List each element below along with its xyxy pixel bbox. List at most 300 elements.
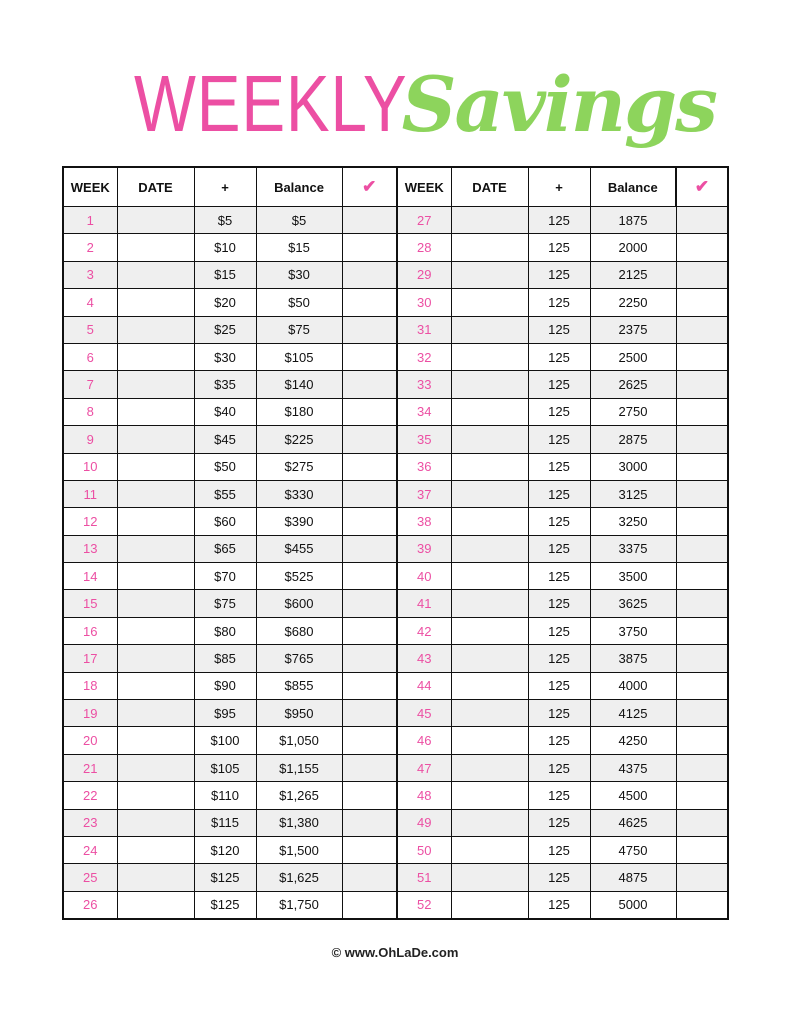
- date-right-cell[interactable]: [451, 864, 528, 891]
- balance-left-cell: $680: [256, 617, 342, 644]
- date-right-cell[interactable]: [451, 700, 528, 727]
- week-right-cell: 28: [397, 234, 451, 261]
- amount-left-cell: $125: [194, 864, 256, 891]
- amount-right-cell: 125: [528, 343, 590, 370]
- table-row: [63, 453, 728, 480]
- week-right-cell: 47: [397, 754, 451, 781]
- check-left-cell[interactable]: [342, 480, 397, 507]
- amount-right-cell: 125: [528, 316, 590, 343]
- table-row: [63, 371, 728, 398]
- check-left-cell[interactable]: [342, 700, 397, 727]
- balance-left-cell: $600: [256, 590, 342, 617]
- date-right-cell[interactable]: [451, 508, 528, 535]
- check-right-cell[interactable]: [676, 234, 728, 261]
- date-left-cell[interactable]: [117, 535, 194, 562]
- balance-left-cell: $75: [256, 316, 342, 343]
- balance-left-cell: $1,625: [256, 864, 342, 891]
- amount-left-cell: $120: [194, 836, 256, 863]
- balance-right-cell: 2375: [590, 316, 676, 343]
- amount-left-cell: $40: [194, 398, 256, 425]
- balance-left-cell: $950: [256, 700, 342, 727]
- week-right-cell: 43: [397, 645, 451, 672]
- date-left-cell[interactable]: [117, 563, 194, 590]
- date-left-cell[interactable]: [117, 426, 194, 453]
- header-week-left: WEEK: [63, 167, 117, 207]
- week-left-cell: 14: [63, 563, 117, 590]
- check-right-cell[interactable]: [676, 836, 728, 863]
- week-left-cell: 19: [63, 700, 117, 727]
- date-right-cell[interactable]: [451, 672, 528, 699]
- amount-left-cell: $75: [194, 590, 256, 617]
- amount-left-cell: $70: [194, 563, 256, 590]
- table-row: [63, 782, 728, 809]
- week-left-cell: 17: [63, 645, 117, 672]
- table-row: [63, 563, 728, 590]
- balance-right-cell: 3375: [590, 535, 676, 562]
- balance-right-cell: 4375: [590, 754, 676, 781]
- date-right-cell[interactable]: [451, 809, 528, 836]
- date-right-cell[interactable]: [451, 316, 528, 343]
- check-right-cell[interactable]: [676, 563, 728, 590]
- date-right-cell[interactable]: [451, 426, 528, 453]
- amount-right-cell: 125: [528, 782, 590, 809]
- date-left-cell[interactable]: [117, 836, 194, 863]
- table-row: [63, 289, 728, 316]
- amount-left-cell: $125: [194, 891, 256, 919]
- table-row: [63, 809, 728, 836]
- amount-left-cell: $55: [194, 480, 256, 507]
- header-date-left: DATE: [117, 167, 194, 207]
- table-row: [63, 480, 728, 507]
- date-left-cell[interactable]: [117, 727, 194, 754]
- week-right-cell: 31: [397, 316, 451, 343]
- amount-left-cell: $15: [194, 261, 256, 288]
- table-row: [63, 316, 728, 343]
- balance-left-cell: $1,500: [256, 836, 342, 863]
- week-left-cell: 22: [63, 782, 117, 809]
- check-left-cell[interactable]: [342, 453, 397, 480]
- week-right-cell: 41: [397, 590, 451, 617]
- table-row: [63, 343, 728, 370]
- date-right-cell[interactable]: [451, 535, 528, 562]
- header-balance-left: Balance: [256, 167, 342, 207]
- amount-right-cell: 125: [528, 371, 590, 398]
- balance-left-cell: $140: [256, 371, 342, 398]
- week-right-cell: 50: [397, 836, 451, 863]
- week-left-cell: 2: [63, 234, 117, 261]
- footer-copyright: © www.OhLaDe.com: [331, 945, 459, 960]
- amount-left-cell: $30: [194, 343, 256, 370]
- amount-left-cell: $65: [194, 535, 256, 562]
- amount-right-cell: 125: [528, 891, 590, 919]
- week-right-cell: 51: [397, 864, 451, 891]
- date-left-cell[interactable]: [117, 343, 194, 370]
- date-left-cell[interactable]: [117, 809, 194, 836]
- header-plus-right: +: [528, 167, 590, 207]
- week-right-cell: 49: [397, 809, 451, 836]
- week-right-cell: 34: [397, 398, 451, 425]
- date-left-cell[interactable]: [117, 371, 194, 398]
- amount-left-cell: $25: [194, 316, 256, 343]
- amount-right-cell: 125: [528, 836, 590, 863]
- week-left-cell: 5: [63, 316, 117, 343]
- table-row: [63, 672, 728, 699]
- balance-left-cell: $1,155: [256, 754, 342, 781]
- check-left-cell[interactable]: [342, 590, 397, 617]
- check-right-cell[interactable]: [676, 453, 728, 480]
- check-right-cell[interactable]: [676, 207, 728, 234]
- check-right-cell[interactable]: [676, 371, 728, 398]
- table-row: [63, 261, 728, 288]
- amount-right-cell: 125: [528, 617, 590, 644]
- amount-left-cell: $80: [194, 617, 256, 644]
- amount-left-cell: $10: [194, 234, 256, 261]
- amount-right-cell: 125: [528, 398, 590, 425]
- table-row: [63, 508, 728, 535]
- check-left-cell[interactable]: [342, 672, 397, 699]
- balance-right-cell: 4625: [590, 809, 676, 836]
- date-left-cell[interactable]: [117, 754, 194, 781]
- week-left-cell: 4: [63, 289, 117, 316]
- table-row: [63, 700, 728, 727]
- date-right-cell[interactable]: [451, 261, 528, 288]
- date-right-cell[interactable]: [451, 234, 528, 261]
- amount-right-cell: 125: [528, 645, 590, 672]
- week-right-cell: 40: [397, 563, 451, 590]
- balance-left-cell: $1,380: [256, 809, 342, 836]
- check-left-cell[interactable]: [342, 782, 397, 809]
- week-left-cell: 15: [63, 590, 117, 617]
- check-right-cell[interactable]: [676, 426, 728, 453]
- balance-left-cell: $455: [256, 535, 342, 562]
- title-savings: Savings: [401, 60, 716, 149]
- amount-right-cell: 125: [528, 453, 590, 480]
- balance-left-cell: $5: [256, 207, 342, 234]
- header-check-left: [342, 167, 397, 207]
- checkmark-icon: ✔: [362, 177, 377, 196]
- balance-right-cell: 3000: [590, 453, 676, 480]
- check-right-cell[interactable]: [676, 754, 728, 781]
- week-right-cell: 39: [397, 535, 451, 562]
- check-right-cell[interactable]: [676, 508, 728, 535]
- check-right-cell[interactable]: [676, 782, 728, 809]
- date-left-cell[interactable]: [117, 398, 194, 425]
- balance-right-cell: 2750: [590, 398, 676, 425]
- date-right-cell[interactable]: [451, 836, 528, 863]
- week-right-cell: 37: [397, 480, 451, 507]
- amount-right-cell: 125: [528, 563, 590, 590]
- balance-left-cell: $765: [256, 645, 342, 672]
- check-left-cell[interactable]: [342, 289, 397, 316]
- balance-right-cell: 3875: [590, 645, 676, 672]
- date-right-cell[interactable]: [451, 563, 528, 590]
- amount-right-cell: 125: [528, 672, 590, 699]
- amount-right-cell: 125: [528, 864, 590, 891]
- week-right-cell: 48: [397, 782, 451, 809]
- date-right-cell[interactable]: [451, 617, 528, 644]
- date-left-cell[interactable]: [117, 590, 194, 617]
- balance-right-cell: 4500: [590, 782, 676, 809]
- balance-right-cell: 2125: [590, 261, 676, 288]
- balance-right-cell: 4250: [590, 727, 676, 754]
- date-left-cell[interactable]: [117, 234, 194, 261]
- check-left-cell[interactable]: [342, 371, 397, 398]
- table-row: [63, 891, 728, 919]
- table-row: [63, 645, 728, 672]
- balance-right-cell: 2250: [590, 289, 676, 316]
- date-left-cell[interactable]: [117, 508, 194, 535]
- week-left-cell: 20: [63, 727, 117, 754]
- week-right-cell: 33: [397, 371, 451, 398]
- week-right-cell: 32: [397, 343, 451, 370]
- balance-left-cell: $330: [256, 480, 342, 507]
- date-left-cell[interactable]: [117, 261, 194, 288]
- table-row: [63, 590, 728, 617]
- week-left-cell: 8: [63, 398, 117, 425]
- week-left-cell: 26: [63, 891, 117, 919]
- check-right-cell[interactable]: [676, 700, 728, 727]
- check-left-cell[interactable]: [342, 234, 397, 261]
- date-right-cell[interactable]: [451, 371, 528, 398]
- date-right-cell[interactable]: [451, 398, 528, 425]
- savings-table: [62, 166, 729, 920]
- amount-left-cell: $60: [194, 508, 256, 535]
- check-left-cell[interactable]: [342, 343, 397, 370]
- amount-left-cell: $100: [194, 727, 256, 754]
- page-title: [0, 58, 790, 168]
- amount-left-cell: $35: [194, 371, 256, 398]
- amount-left-cell: $105: [194, 754, 256, 781]
- balance-left-cell: $1,750: [256, 891, 342, 919]
- balance-left-cell: $180: [256, 398, 342, 425]
- check-right-cell[interactable]: [676, 590, 728, 617]
- date-right-cell[interactable]: [451, 645, 528, 672]
- check-left-cell[interactable]: [342, 754, 397, 781]
- date-left-cell[interactable]: [117, 700, 194, 727]
- week-left-cell: 18: [63, 672, 117, 699]
- balance-left-cell: $1,265: [256, 782, 342, 809]
- week-left-cell: 10: [63, 453, 117, 480]
- amount-right-cell: 125: [528, 289, 590, 316]
- week-right-cell: 35: [397, 426, 451, 453]
- balance-right-cell: 2000: [590, 234, 676, 261]
- amount-left-cell: $50: [194, 453, 256, 480]
- week-right-cell: 44: [397, 672, 451, 699]
- date-left-cell[interactable]: [117, 891, 194, 919]
- amount-left-cell: $85: [194, 645, 256, 672]
- check-right-cell[interactable]: [676, 727, 728, 754]
- amount-right-cell: 125: [528, 480, 590, 507]
- week-left-cell: 24: [63, 836, 117, 863]
- week-left-cell: 1: [63, 207, 117, 234]
- check-right-cell[interactable]: [676, 261, 728, 288]
- amount-right-cell: 125: [528, 754, 590, 781]
- table-row: [63, 234, 728, 261]
- week-left-cell: 11: [63, 480, 117, 507]
- amount-right-cell: 125: [528, 535, 590, 562]
- date-left-cell[interactable]: [117, 782, 194, 809]
- date-right-cell[interactable]: [451, 754, 528, 781]
- date-right-cell[interactable]: [451, 453, 528, 480]
- table-row: [63, 207, 728, 234]
- amount-left-cell: $115: [194, 809, 256, 836]
- header-date-right: DATE: [451, 167, 528, 207]
- amount-left-cell: $90: [194, 672, 256, 699]
- balance-left-cell: $225: [256, 426, 342, 453]
- balance-right-cell: 4750: [590, 836, 676, 863]
- week-left-cell: 6: [63, 343, 117, 370]
- amount-right-cell: 125: [528, 261, 590, 288]
- balance-left-cell: $30: [256, 261, 342, 288]
- amount-left-cell: $110: [194, 782, 256, 809]
- table-row: [63, 426, 728, 453]
- date-left-cell[interactable]: [117, 207, 194, 234]
- week-left-cell: 13: [63, 535, 117, 562]
- table-row: [63, 864, 728, 891]
- date-right-cell[interactable]: [451, 590, 528, 617]
- check-right-cell[interactable]: [676, 891, 728, 919]
- date-right-cell[interactable]: [451, 289, 528, 316]
- week-right-cell: 29: [397, 261, 451, 288]
- date-left-cell[interactable]: [117, 289, 194, 316]
- check-right-cell[interactable]: [676, 316, 728, 343]
- balance-right-cell: 3750: [590, 617, 676, 644]
- balance-right-cell: 2500: [590, 343, 676, 370]
- balance-left-cell: $275: [256, 453, 342, 480]
- week-right-cell: 42: [397, 617, 451, 644]
- week-left-cell: 16: [63, 617, 117, 644]
- week-right-cell: 27: [397, 207, 451, 234]
- balance-right-cell: 3250: [590, 508, 676, 535]
- week-left-cell: 9: [63, 426, 117, 453]
- check-left-cell[interactable]: [342, 207, 397, 234]
- date-right-cell[interactable]: [451, 891, 528, 919]
- balance-left-cell: $105: [256, 343, 342, 370]
- balance-right-cell: 2875: [590, 426, 676, 453]
- check-left-cell[interactable]: [342, 316, 397, 343]
- check-left-cell[interactable]: [342, 891, 397, 919]
- amount-right-cell: 125: [528, 508, 590, 535]
- date-right-cell[interactable]: [451, 207, 528, 234]
- week-right-cell: 30: [397, 289, 451, 316]
- check-right-cell[interactable]: [676, 343, 728, 370]
- header-check-right: [676, 167, 728, 207]
- balance-left-cell: $50: [256, 289, 342, 316]
- header-balance-right: Balance: [590, 167, 676, 207]
- date-left-cell[interactable]: [117, 864, 194, 891]
- week-left-cell: 25: [63, 864, 117, 891]
- table-row: [63, 617, 728, 644]
- amount-right-cell: 125: [528, 234, 590, 261]
- check-left-cell[interactable]: [342, 261, 397, 288]
- amount-right-cell: 125: [528, 809, 590, 836]
- balance-left-cell: $855: [256, 672, 342, 699]
- date-left-cell[interactable]: [117, 645, 194, 672]
- check-left-cell[interactable]: [342, 617, 397, 644]
- week-left-cell: 12: [63, 508, 117, 535]
- header-plus-left: +: [194, 167, 256, 207]
- balance-right-cell: 3125: [590, 480, 676, 507]
- balance-right-cell: 1875: [590, 207, 676, 234]
- check-left-cell[interactable]: [342, 864, 397, 891]
- check-right-cell[interactable]: [676, 480, 728, 507]
- check-left-cell[interactable]: [342, 426, 397, 453]
- check-left-cell[interactable]: [342, 535, 397, 562]
- check-right-cell[interactable]: [676, 645, 728, 672]
- check-left-cell[interactable]: [342, 836, 397, 863]
- week-left-cell: 21: [63, 754, 117, 781]
- date-right-cell[interactable]: [451, 343, 528, 370]
- amount-right-cell: 125: [528, 207, 590, 234]
- check-left-cell[interactable]: [342, 398, 397, 425]
- check-right-cell[interactable]: [676, 809, 728, 836]
- week-right-cell: 36: [397, 453, 451, 480]
- check-left-cell[interactable]: [342, 645, 397, 672]
- date-left-cell[interactable]: [117, 480, 194, 507]
- table-row: [63, 754, 728, 781]
- date-right-cell[interactable]: [451, 727, 528, 754]
- amount-right-cell: 125: [528, 426, 590, 453]
- check-right-cell[interactable]: [676, 289, 728, 316]
- check-left-cell[interactable]: [342, 563, 397, 590]
- check-right-cell[interactable]: [676, 535, 728, 562]
- balance-left-cell: $15: [256, 234, 342, 261]
- amount-left-cell: $45: [194, 426, 256, 453]
- check-right-cell[interactable]: [676, 672, 728, 699]
- week-left-cell: 7: [63, 371, 117, 398]
- balance-left-cell: $1,050: [256, 727, 342, 754]
- title-weekly: WEEKLY: [134, 59, 408, 148]
- amount-left-cell: $95: [194, 700, 256, 727]
- balance-left-cell: $390: [256, 508, 342, 535]
- balance-left-cell: $525: [256, 563, 342, 590]
- table-row: [63, 535, 728, 562]
- balance-right-cell: 3500: [590, 563, 676, 590]
- checkmark-icon: ✔: [694, 177, 710, 196]
- balance-right-cell: 5000: [590, 891, 676, 919]
- check-left-cell[interactable]: [342, 809, 397, 836]
- check-left-cell[interactable]: [342, 727, 397, 754]
- date-right-cell[interactable]: [451, 480, 528, 507]
- amount-left-cell: $20: [194, 289, 256, 316]
- week-right-cell: 46: [397, 727, 451, 754]
- amount-right-cell: 125: [528, 590, 590, 617]
- table-row: [63, 727, 728, 754]
- check-right-cell[interactable]: [676, 617, 728, 644]
- date-right-cell[interactable]: [451, 782, 528, 809]
- table-header-row: [63, 167, 728, 207]
- amount-left-cell: $5: [194, 207, 256, 234]
- week-left-cell: 3: [63, 261, 117, 288]
- amount-right-cell: 125: [528, 700, 590, 727]
- date-left-cell[interactable]: [117, 316, 194, 343]
- balance-right-cell: 3625: [590, 590, 676, 617]
- week-left-cell: 23: [63, 809, 117, 836]
- week-right-cell: 38: [397, 508, 451, 535]
- check-right-cell[interactable]: [676, 864, 728, 891]
- week-right-cell: 45: [397, 700, 451, 727]
- header-week-right: WEEK: [397, 167, 451, 207]
- date-left-cell[interactable]: [117, 672, 194, 699]
- balance-right-cell: 2625: [590, 371, 676, 398]
- date-left-cell[interactable]: [117, 453, 194, 480]
- balance-right-cell: 4125: [590, 700, 676, 727]
- date-left-cell[interactable]: [117, 617, 194, 644]
- check-left-cell[interactable]: [342, 508, 397, 535]
- balance-right-cell: 4875: [590, 864, 676, 891]
- table-row: [63, 836, 728, 863]
- check-right-cell[interactable]: [676, 398, 728, 425]
